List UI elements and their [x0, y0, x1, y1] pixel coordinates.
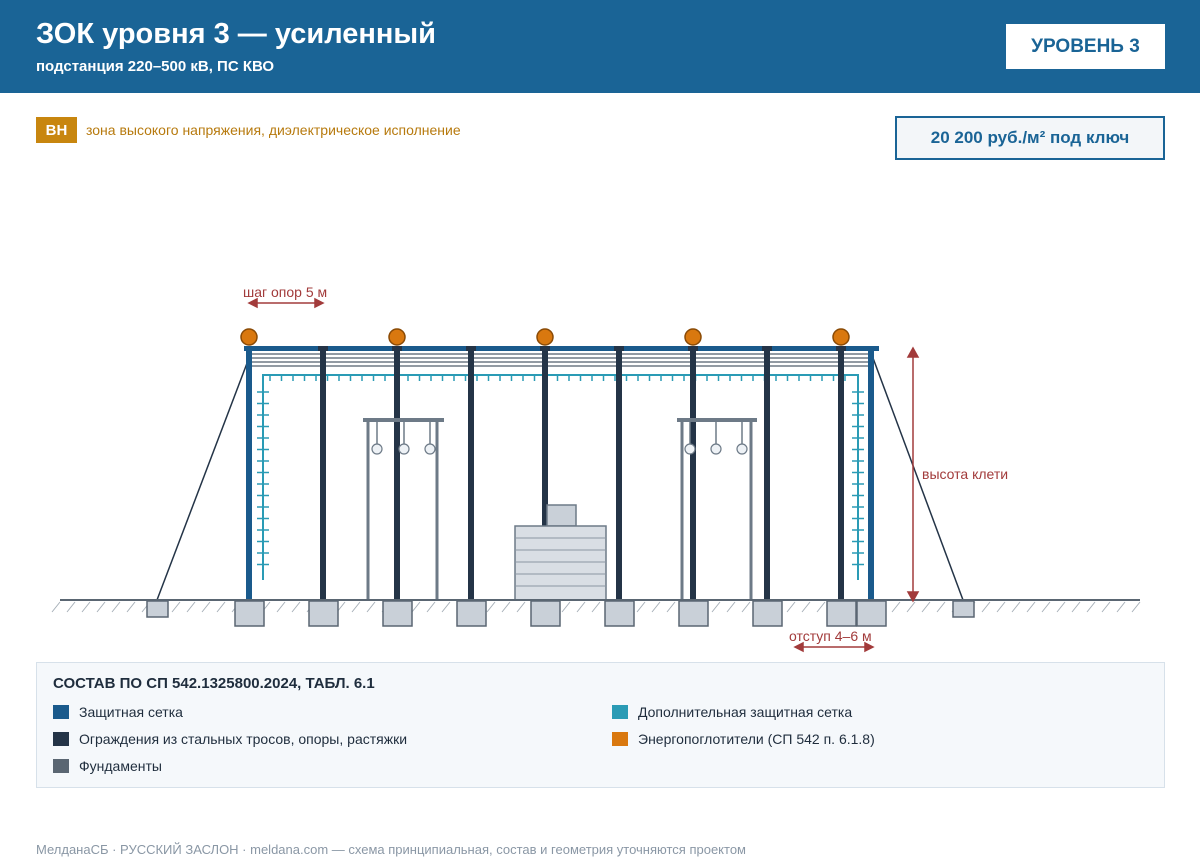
foundation	[531, 601, 560, 626]
pitch-label: шаг опор 5 м	[243, 284, 328, 300]
support-cap	[540, 346, 550, 351]
support-post	[394, 348, 400, 600]
support-cap	[688, 346, 698, 351]
support-post	[838, 348, 844, 600]
legend-title: СОСТАВ ПО СП 542.1325800.2024, ТАБЛ. 6.1	[53, 675, 375, 692]
foundation	[605, 601, 634, 626]
support-cap	[466, 346, 476, 351]
energy-absorbers	[241, 329, 849, 345]
support-post	[764, 348, 770, 600]
legend-item-additional-net	[612, 704, 852, 720]
legend	[36, 662, 1165, 788]
transformer	[515, 505, 606, 600]
ground-hatch	[52, 602, 1140, 612]
footer: МелданаСБ · РУССКИЙ ЗАСЛОН · meldana.com — схема принципиальная, состав и геометрия уточняются проектом	[36, 842, 746, 857]
insulators	[372, 422, 747, 454]
legend-label: Энергопоглотители (СП 542 п. 6.1.8)	[638, 731, 875, 747]
foundation	[457, 601, 486, 626]
legend-swatch	[53, 732, 69, 746]
legend-label: Дополнительная защитная сетка	[638, 704, 853, 720]
support-post	[690, 348, 696, 600]
insulator	[372, 444, 382, 454]
legend-swatch	[612, 732, 628, 746]
guy-wire-left	[157, 358, 249, 600]
foundation	[147, 601, 168, 617]
legend-label: Защитная сетка	[79, 704, 183, 720]
insulator	[711, 444, 721, 454]
insulator	[737, 444, 747, 454]
energy-absorber	[389, 329, 405, 345]
energy-absorber	[833, 329, 849, 345]
support-cap	[392, 346, 402, 351]
foundations	[147, 601, 974, 626]
pitch-dimension	[249, 299, 323, 307]
insulator	[399, 444, 409, 454]
price-box: 20 200 руб./м² под ключ	[895, 116, 1165, 160]
offset-label: отступ 4–6 м	[789, 628, 872, 644]
end-post-right	[868, 348, 874, 600]
legend-swatch	[53, 759, 69, 773]
offset-dimension	[795, 643, 873, 651]
foundation	[827, 601, 856, 626]
support-post	[616, 348, 622, 600]
zone-tag: ВН	[36, 117, 77, 143]
legend-label: Фундаменты	[79, 758, 162, 774]
energy-absorber	[537, 329, 553, 345]
support-cap	[762, 346, 772, 351]
top-cables	[248, 354, 873, 366]
legend-item-foundations	[53, 758, 162, 774]
energy-absorber	[241, 329, 257, 345]
foundation	[235, 601, 264, 626]
support-post	[468, 348, 474, 600]
foundation	[857, 601, 886, 626]
foundation	[679, 601, 708, 626]
zone-description: зона высокого напряжения, диэлектрическое исполнение	[86, 122, 461, 138]
insulator	[425, 444, 435, 454]
legend-item-steel-cables	[53, 731, 407, 747]
support-post	[320, 348, 326, 600]
support-cap	[836, 346, 846, 351]
level-badge: УРОВЕНЬ 3	[1006, 24, 1165, 69]
energy-absorber	[685, 329, 701, 345]
height-label: высота клети	[922, 466, 1009, 482]
page-title: ЗОК уровня 3 — усиленный	[36, 18, 436, 50]
legend-swatch	[612, 705, 628, 719]
foundation	[309, 601, 338, 626]
page-subtitle: подстанция 220–500 кВ, ПС КВО	[36, 58, 275, 75]
legend-swatch	[53, 705, 69, 719]
support-cap	[614, 346, 624, 351]
support-cap	[318, 346, 328, 351]
legend-item-protective-net	[53, 704, 183, 720]
foundation	[953, 601, 974, 617]
legend-label: Ограждения из стальных тросов, опоры, растяжки	[79, 731, 408, 747]
foundation	[383, 601, 412, 626]
top-net-beam	[244, 346, 879, 351]
legend-item-energy-absorbers	[612, 731, 875, 747]
foundation	[753, 601, 782, 626]
end-post-left	[246, 348, 252, 600]
insulator	[685, 444, 695, 454]
